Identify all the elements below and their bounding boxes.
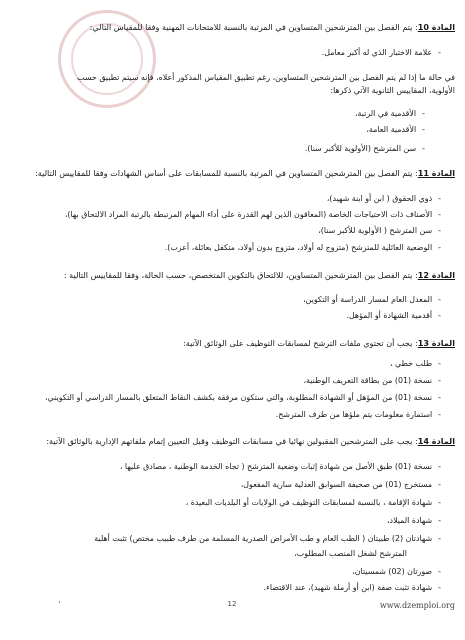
article-intro: : يجب أن تحتوي ملفات الترشح لمسابقات التوظيف على الوثائق الآتية: <box>183 338 418 348</box>
list-item: -شهادة الميلاد، <box>387 516 441 525</box>
paragraph-line: الأولوية، المقاييس الثانوية الآتي ذكرها: <box>330 86 455 95</box>
article-label: المادة 12 <box>417 270 455 280</box>
article-12-heading <box>14 270 455 281</box>
list-item: -الوضعية العائلية للمترشح (متزوج له أولاد، متزوج بدون أولاد، متكفل بعائلة، أعزب). <box>164 243 441 252</box>
article-intro: : يجب على المترشحين المقبولين نهائيا في مسابقات التوظيف وقبل التعيين إتمام ملفاتهم الإدارية بالوثائق الآتية: <box>46 436 418 446</box>
paragraph-line: في حالة ما إذا لم يتم الفصل بين المترشحين المتساوين، رغم تطبيق المقياس المذكور أعلاه، فإنه سيتم تطبيق حسب <box>77 73 455 82</box>
list-item: -شهادتان (2) طبيتان ( الطب العام و طب الأمراض الصدرية المسلمة من طرف طبيب مختص) تثبت أهلية <box>94 534 441 543</box>
list-item: -شهادة الإقامة ، بالنسبة لمسابقات التوظيف في الولايات أو البلديات البعيدة ، <box>185 498 441 507</box>
article-intro: : يتم الفصل بين المترشحين المتساوين، للالتحاق بالتكوين المتخصص، حسب الحالة، وفقا للمقاييس التالية : <box>63 270 418 280</box>
article-13-heading <box>14 338 455 349</box>
article-label: المادة 11 <box>417 168 455 178</box>
list-item: -نسخة (01) طبق الأصل من شهادة إثبات وضعية المترشح ( تجاه الخدمة الوطنية ، مصادق عليها ، <box>119 462 441 471</box>
list-item: -ذوي الحقوق ( ابن أو ابنة شهيد)، <box>326 194 441 203</box>
list-item: -طلب خطي ، <box>390 359 441 368</box>
list-item: -شهادة تثبت صفة (ابن أو أرملة شهيد)، عند الاقتضاء. <box>263 583 441 592</box>
article-label: المادة 13 <box>417 338 455 348</box>
bottom-mark: ، <box>58 596 61 605</box>
list-item: -أقدمية الشهادة أو المؤهل. <box>346 311 441 320</box>
list-item: -نسخة (01) من المؤهل أو الشهادة المطلوبة، والتي ستكون مرفقة بكشف النقاط المتعلق بالمسار الدراسي أو التكويني، <box>45 393 441 402</box>
list-item: -المعدل العام لمسار الدراسة أو التكوين، <box>303 295 441 304</box>
article-14-heading <box>14 436 455 447</box>
list-item: -الأقدمية في الرتبة، <box>355 109 425 118</box>
list-item: -علامة الاختبار الذي له أكبر معامل. <box>321 48 441 57</box>
article-intro: : يتم الفصل بين المترشحين المتساوين في المرتبة بالنسبة للامتحانات المهنية وفقا للمقياس التالي: <box>89 22 418 32</box>
paragraph-line: المترشح لشغل المنصب المطلوب، <box>294 549 407 558</box>
article-intro: : يتم الفصل بين المترشحين المتساوين في المرتبة بالنسبة للمسابقات على أساس الشهادات وفقا للمقاييس التالية: <box>35 168 418 178</box>
page-number: 12 <box>227 600 237 608</box>
article-10-heading <box>14 22 455 33</box>
list-item: -الأصناف ذات الاحتياجات الخاصة (المعاقون الذين لهم القدرة على أداء المهام المرتبطة بالرتبة المراد الالتحاق بها)، <box>64 210 441 219</box>
list-item: -استمارة معلومات يتم ملؤها من طرف المترشح. <box>275 410 441 419</box>
article-label: المادة 10 <box>417 22 455 32</box>
list-item: -سن المترشح (الأولوية للأكبر سنا). <box>304 144 425 153</box>
article-11-heading <box>14 168 455 179</box>
article-label: المادة 14 <box>417 436 455 446</box>
list-item: -صورتان (02) شمسيتان، <box>352 567 441 576</box>
list-item: -الأقدمية العامة، <box>366 125 425 134</box>
list-item: -نسخة (01) من بطاقة التعريف الوطنية، <box>303 376 441 385</box>
list-item: -سن المترشح ( الأولوية للأكبر سنا)، <box>318 226 441 235</box>
list-item: -مستخرج (01) من صحيفة السوابق العدلية سارية المفعول، <box>240 480 441 489</box>
watermark: www.dzemploi.org <box>379 601 455 610</box>
